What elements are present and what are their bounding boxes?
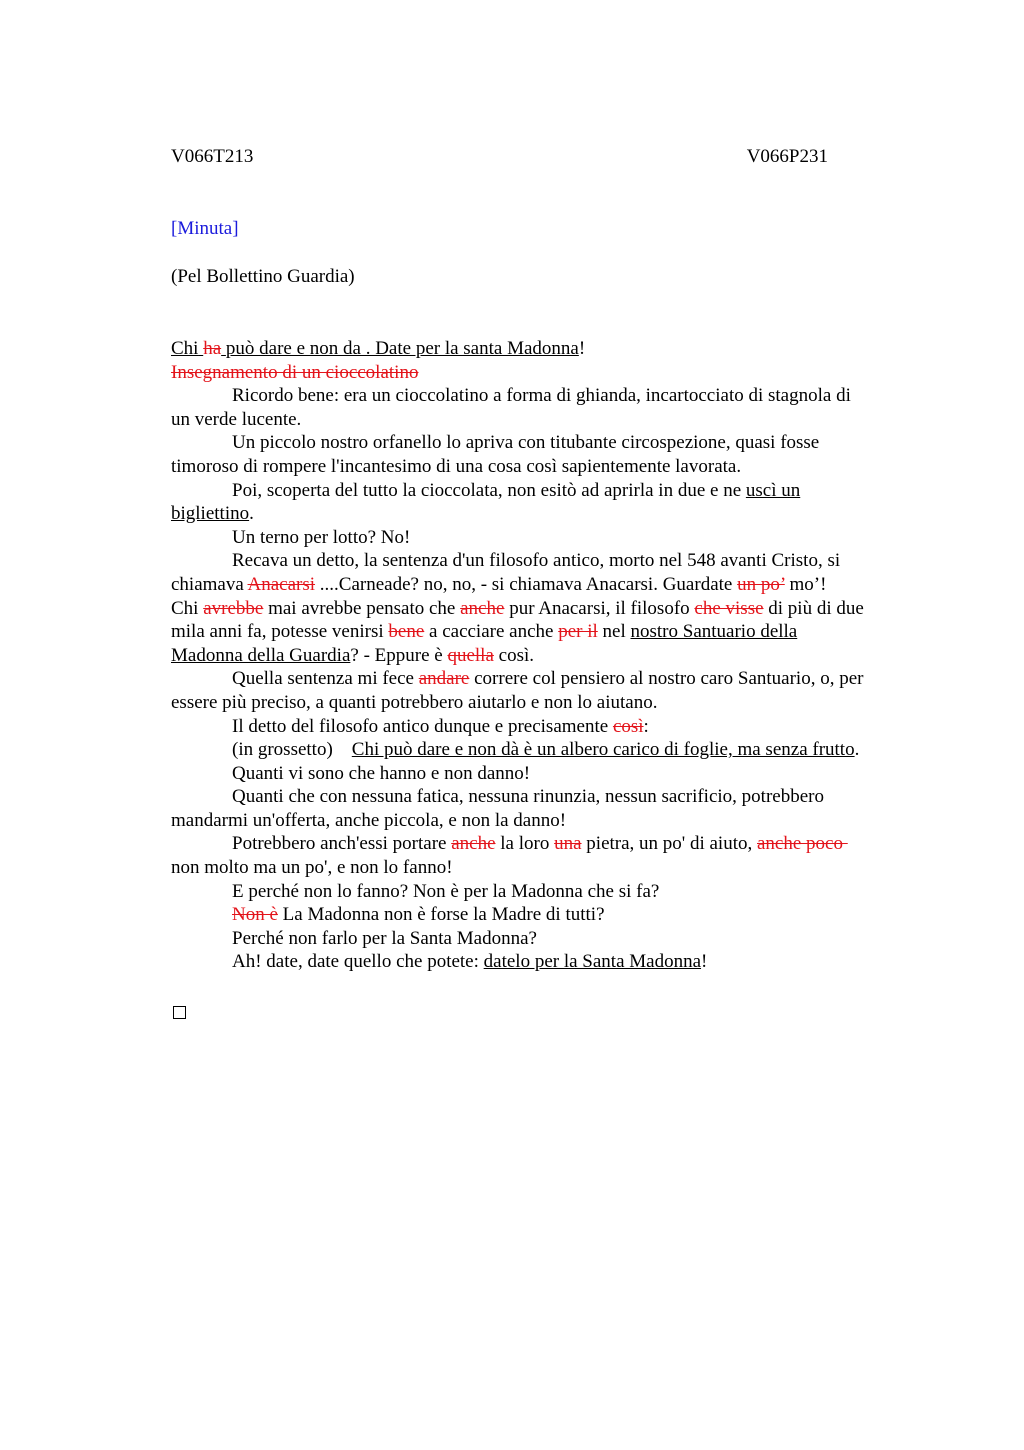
text-run: pur Anacarsi, il filosofo [504,597,695,619]
deleted-word: bene [388,621,425,643]
text-run: mandarmi un'offerta, anche piccola, e non la danno! [171,809,567,831]
text-run: ! [578,338,586,359]
text-run: : [643,715,649,737]
text-run: E perché non lo fanno? Non è per la Madonna che si fa? [232,880,660,902]
text-run: così. [493,644,534,666]
paragraph-8 [171,738,927,762]
deleted-word: ha [203,338,222,359]
letter-body [171,337,927,974]
underlined-closing: datelo per la Santa Madonna [483,951,702,973]
text-run: Un piccolo nostro orfanello lo apriva con titubante circospezione, quasi fosse [232,432,820,454]
deleted-word: anche [460,597,505,619]
text-run: di più di due [763,597,864,619]
paragraph-13 [171,903,927,927]
paragraph-4 [171,526,927,550]
text-run: pietra, un po' di aiuto, [581,833,757,855]
text-run: Chi [171,597,204,619]
end-marker-box-icon [173,1006,186,1019]
deleted-word: Anacarsi [247,573,316,595]
document-code-right: V066P231 [746,146,828,167]
paragraph-9 [171,762,927,786]
deleted-word: anche poco [757,833,848,855]
text-run: a cacciare anche [424,621,559,643]
destination-note: (Pel Bollettino Guardia) [171,266,355,287]
deleted-word: così [612,715,644,737]
paragraph-11 [171,832,927,879]
text-run: Madonna della Guardia [171,644,351,666]
document-code-left: V066T213 [171,146,254,167]
text-run: Ah! date, date quello che potete: [232,951,484,973]
title-line [171,337,927,361]
text-run: timoroso di rompere l'incantesimo di una cosa così sapientemente lavorata. [171,455,742,477]
text-run: ? - Eppure è [350,644,448,666]
deleted-word: per il [558,621,598,643]
deleted-word: Non è [232,904,278,926]
text-run: . [854,739,860,761]
title-word: Chi [171,338,199,359]
paragraph-14 [171,927,927,951]
title-text: può dare e non da . Date per la santa Madonna [225,338,579,359]
text-run: La Madonna non è forse la Madre di tutti? [277,904,605,926]
paragraph-3 [171,479,927,526]
text-run: mo’! [784,573,827,595]
text-run: Quanti vi sono che hanno e non danno! [232,762,531,784]
text-run: mila anni fa, potesse venirsi [171,621,389,643]
text-run: Potrebbero anch'essi portare [232,833,452,855]
text-run: . [249,503,254,525]
paragraph-10 [171,785,927,832]
text-run: (in grossetto) [232,739,352,761]
text-run: Poi, scoperta del tutto la cioccolata, non esitò ad aprirla in due e ne [232,479,746,501]
paragraph-5 [171,549,927,667]
text-run: Quella sentenza mi fece [232,668,419,690]
underlined-quote: Chi può dare e non dà è un albero carico di foglie, ma senza frutto [351,739,855,761]
text-run: chiamava [171,573,248,595]
paragraph-6 [171,667,927,714]
deleted-word: anche [451,833,496,855]
text-run: Quanti che con nessuna fatica, nessuna rinunzia, nessun sacrificio, potrebbero [232,786,824,808]
deleted-word: avrebbe [203,597,264,619]
status-note: [Minuta] [171,218,239,239]
text-run: Un terno per lotto? No! [232,526,411,548]
text-run: un verde lucente. [171,408,302,430]
text-run: uscì un [745,479,801,501]
deleted-word: che visse [694,597,764,619]
paragraph-15 [171,950,927,974]
text-run: Perché non farlo per la Santa Madonna? [232,927,537,949]
text-run: nostro Santuario della [630,621,798,643]
text-run: ! [701,951,708,973]
text-run: la loro [495,833,555,855]
text-run: mai avrebbe pensato che [263,597,461,619]
deleted-word: una [554,833,582,855]
text-run: nel [597,621,631,643]
deleted-word: un po’ [737,573,785,595]
text-run: non molto ma un po', e non lo fanno! [171,857,453,879]
text-run: Ricordo bene: era un cioccolatino a forma di ghianda, incartocciato di stagnola di [232,385,851,407]
deleted-word: quella [447,644,494,666]
text-run: Il detto del filosofo antico dunque e precisamente [232,715,613,737]
paragraph-2 [171,431,927,478]
paragraph-12 [171,880,927,904]
paragraph-7 [171,715,927,739]
text-run: essere più preciso, a quanti potrebbero aiutarlo e non lo aiutano. [171,691,658,713]
text-run: ....Carneade? no, no, - si chiamava Anacarsi. Guardate [315,573,738,595]
deleted-word: andare [418,668,470,690]
paragraph-1 [171,384,927,431]
deleted-subtitle: Insegnamento di un cioccolatino [171,361,419,383]
text-run: bigliettino [171,503,250,525]
text-run: Recava un detto, la sentenza d'un filosofo antico, morto nel 548 avanti Cristo, si [232,550,841,572]
text-run: correre col pensiero al nostro caro Santuario, o, per [469,668,864,690]
